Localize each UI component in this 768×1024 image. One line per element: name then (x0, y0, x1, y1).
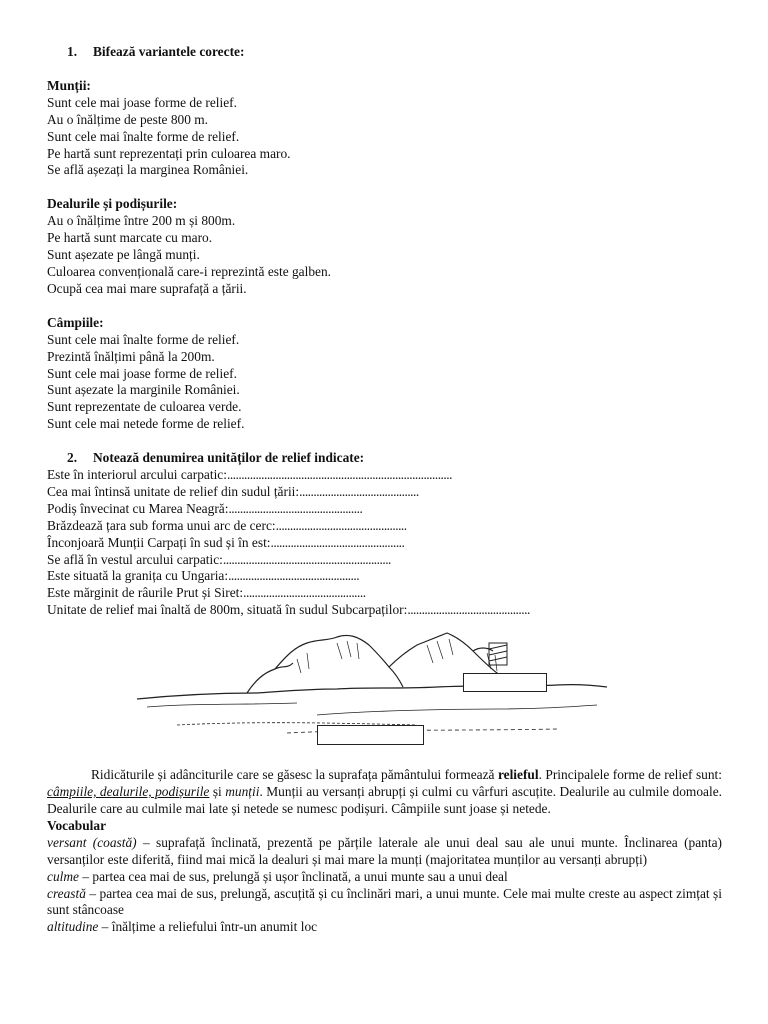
group-dealurile (47, 196, 722, 297)
fill-in-item[interactable] (47, 535, 722, 552)
vocab-term: culme (47, 868, 79, 884)
fill-in-item[interactable] (47, 568, 722, 585)
option-muntii-1[interactable]: Sunt cele mai joase forme de relief. (47, 94, 237, 110)
label-box-plain[interactable] (317, 725, 424, 745)
option-campiile-3[interactable]: Sunt cele mai joase forme de relief. (47, 365, 237, 381)
vocab-entry-versant (47, 835, 722, 869)
text-fragment: Ridicăturile și adânciturile care se găsesc la suprafața pământului formează (91, 767, 498, 783)
fill-in-prompt: Se află în vestul arcului carpatic: (47, 551, 223, 567)
vocab-term: altitudine (47, 919, 99, 935)
group-muntii (47, 78, 722, 179)
fill-in-prompt: Cea mai întinsă unitate de relief din sudul țării: (47, 483, 300, 499)
option-muntii-5[interactable]: Se află așezați la marginea României. (47, 162, 249, 178)
fill-in-blank[interactable]: ........................................... (243, 585, 366, 601)
worksheet-page (47, 44, 722, 936)
vocab-entry-creasta (47, 886, 722, 920)
text-fragment: și (209, 784, 226, 800)
fill-in-prompt: Unitate de relief mai înaltă de 800m, situată în sudul Subcarpaților: (47, 602, 408, 618)
fill-in-blank[interactable]: ............................................... (270, 534, 405, 550)
exercise-1-heading: Bifează variantele corecte: (93, 44, 245, 59)
fill-in-blank[interactable]: ........................................................... (222, 551, 391, 567)
exercise-2-number: 2. (67, 450, 78, 466)
vocab-term: versant (coastă) (47, 834, 137, 850)
fill-in-prompt: Înconjoară Munții Carpați în sud și în est: (47, 534, 271, 550)
exercise-1-title (67, 44, 722, 61)
label-box-mountain[interactable] (463, 673, 547, 692)
text-fragment: . Munții au versanți abrupți și culmi cu vârfuri ascuțite. Dealurile au culmile domoale. Dealurile care au culmile mai late și netede se numesc podișuri. Câmpiile sunt joase și netede. (47, 784, 722, 816)
relief-forms-list: câmpiile, dealurile, podișurile (47, 784, 210, 800)
option-dealurile-3[interactable]: Sunt așezate pe lângă munți. (47, 247, 200, 263)
vocab-entry-culme (47, 869, 722, 886)
option-campiile-4[interactable]: Sunt așezate la marginile României. (47, 382, 240, 398)
vocab-definition: – înălțime a reliefului într-un anumit loc (98, 919, 318, 935)
fill-in-item[interactable] (47, 518, 722, 535)
fill-in-item[interactable] (47, 585, 722, 602)
fill-in-blank[interactable]: ............................................... (228, 500, 363, 516)
option-muntii-2[interactable]: Au o înălțime de peste 800 m. (47, 111, 209, 127)
option-dealurile-1[interactable]: Au o înălțime între 200 m și 800m. (47, 213, 236, 229)
vocabulary-title: Vocabular (47, 817, 107, 833)
fill-in-blank[interactable]: .......................................... (299, 483, 419, 499)
option-campiile-2[interactable]: Prezintă înălțimi până la 200m. (47, 348, 215, 364)
relief-form-muntii: munții (225, 784, 260, 800)
fill-in-prompt: Podiș învecinat cu Marea Neagră: (47, 500, 229, 516)
group-heading-campiile: Câmpiile: (47, 314, 104, 330)
relief-illustration (137, 629, 607, 759)
fill-in-list (47, 467, 722, 619)
vocab-term: creastă (47, 885, 86, 901)
fill-in-blank[interactable]: .............................................. (228, 568, 360, 584)
option-campiile-1[interactable]: Sunt cele mai înalte forme de relief. (47, 331, 240, 347)
group-heading-dealurile: Dealurile și podișurile: (47, 196, 178, 212)
option-muntii-3[interactable]: Sunt cele mai înalte forme de relief. (47, 128, 240, 144)
fill-in-blank[interactable]: ........................................... (407, 602, 530, 618)
exercise-2-heading: Notează denumirea unităților de relief indicate: (93, 450, 365, 466)
option-muntii-4[interactable]: Pe hartă sunt reprezentați prin culoarea maro. (47, 145, 291, 161)
fill-in-item[interactable] (47, 467, 722, 484)
vocab-definition: – suprafață înclinată, prezentă pe părțile laterale ale unui deal sau ale unui munte. Înclinarea (panta) versanților este diferită, fiind mai mică la dealuri și mai mare la munți (majoritatea munților au versanți abrupți) (47, 834, 722, 867)
fill-in-prompt: Brăzdează țara sub forma unui arc de cerc: (47, 517, 276, 533)
fill-in-prompt: Este situată la granița cu Ungaria: (47, 568, 229, 584)
option-dealurile-2[interactable]: Pe hartă sunt marcate cu maro. (47, 230, 213, 246)
fill-in-prompt: Este în interiorul arcului carpatic: (47, 467, 227, 483)
vocab-definition: – partea cea mai de sus, prelungă și ușor înclinată, a unui munte sau a unui deal (78, 868, 508, 884)
text-fragment: . Principalele forme de relief sunt: (538, 767, 722, 783)
fill-in-item[interactable] (47, 484, 722, 501)
fill-in-item[interactable] (47, 602, 722, 619)
intro-paragraph (47, 767, 722, 818)
keyword-relieful: relieful (497, 767, 539, 783)
fill-in-blank[interactable]: ............................................................................... (226, 467, 452, 483)
exercise-1-number: 1. (67, 44, 78, 59)
group-heading-muntii: Munții: (47, 77, 91, 93)
fill-in-prompt: Este mărginit de râurile Prut și Siret: (47, 585, 244, 601)
exercise-2-title (67, 450, 722, 467)
vocab-definition: – partea cea mai de sus, prelungă, ascuțită și cu înclinări mari, a unui munte. Cele mai multe creste au aspect zimțat și sunt stâncoase (47, 885, 722, 918)
option-dealurile-4[interactable]: Culoarea convențională care-i reprezintă este galben. (47, 263, 332, 279)
option-campiile-5[interactable]: Sunt reprezentate de culoarea verde. (47, 399, 242, 415)
fill-in-blank[interactable]: .............................................. (275, 517, 407, 533)
hatched-marker (489, 643, 507, 665)
fill-in-item[interactable] (47, 552, 722, 569)
option-dealurile-5[interactable]: Ocupă cea mai mare suprafață a țării. (47, 280, 247, 296)
option-campiile-6[interactable]: Sunt cele mai netede forme de relief. (47, 416, 245, 432)
fill-in-item[interactable] (47, 501, 722, 518)
vocab-entry-altitudine (47, 919, 722, 936)
group-campiile (47, 315, 722, 433)
